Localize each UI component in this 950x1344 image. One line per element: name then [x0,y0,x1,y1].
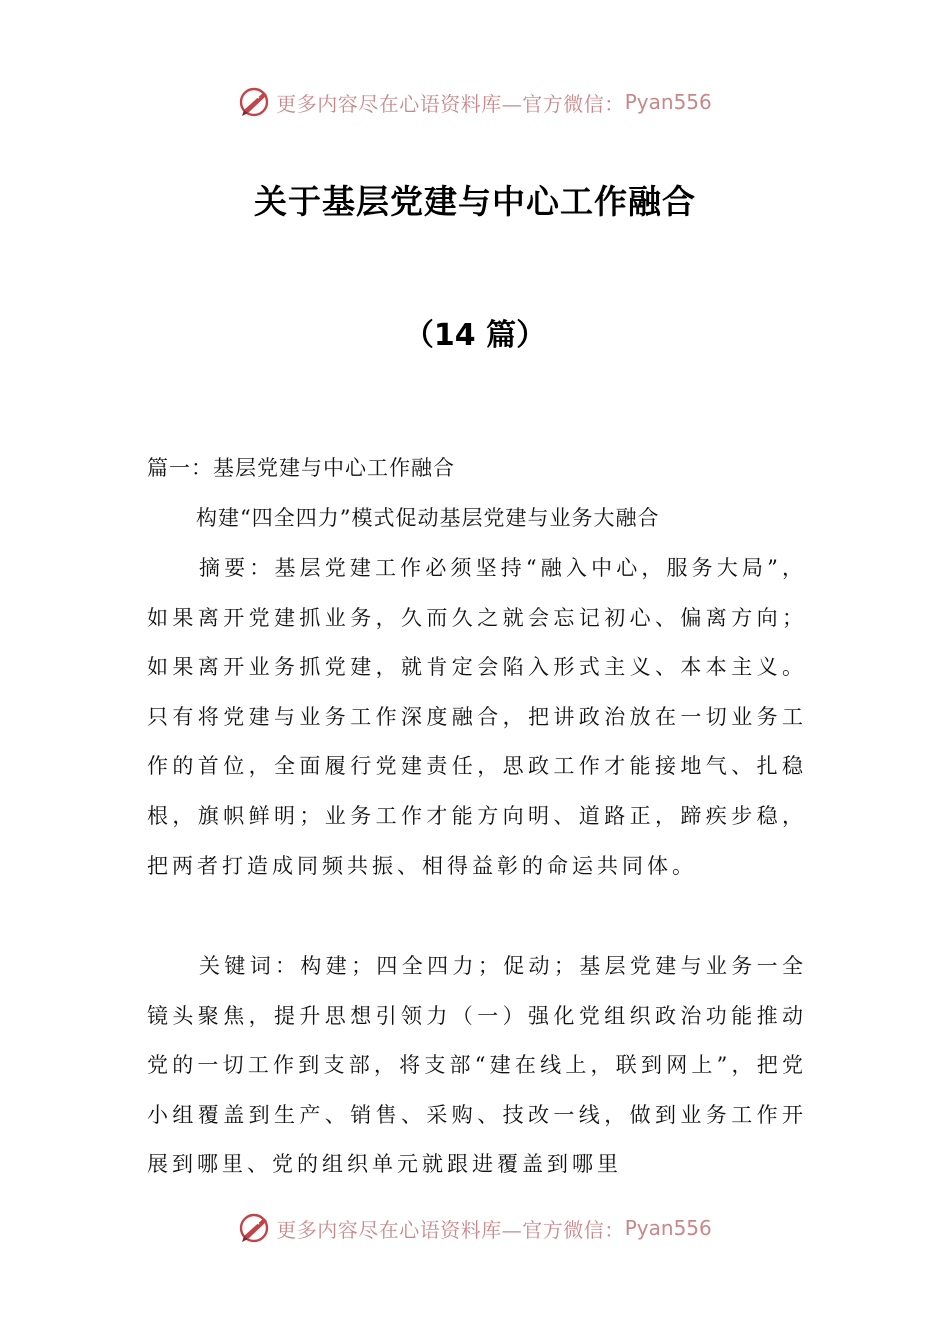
banner-text: 更多内容尽在心语资料库— [276,1217,523,1242]
keywords-paragraph: 关键词：构建；四全四力；促动；基层党建与业务一全镜头聚焦，提升思想引领力（一）强化党组织政治功能推动党的一切工作到支部，将支部“建在线上，联到网上”，把党小组覆盖到生产、销售、采购、技改一线，做到业务工作开展到哪里、党的组织单元就跟进覆盖到哪里 [147,954,807,1177]
abstract-paragraph: 摘要：基层党建工作必须坚持“融入中心，服务大局”，如果离开党建抓业务，久而久之就会忘记初心、偏离方向；如果离开业务抓党建，就肯定会陷入形式主义、本本主义。只有将党建与业务工作深度融合，把讲政治放在一切业务工作的首位，全面履行党建责任，思政工作才能接地气、扎稳根，旗帜鲜明；业务工作才能方向明、道路正，蹄疾步稳，把两者打造成同频共振、相得益彰的命运共同体。 [147,556,807,878]
document-title: 关于基层党建与中心工作融合 [254,182,696,221]
banner-text: 更多内容尽在心语资料库— [276,91,523,116]
section-heading: 篇一：基层党建与中心工作融合 [147,456,455,480]
article-title: 构建“四全四力”模式促动基层党建与业务大融合 [196,506,660,530]
banner-label: 官方微信： [522,1217,625,1242]
banner-account: Pyan556 [624,90,712,114]
banner-account: Pyan556 [624,1216,712,1240]
pen-logo-icon [238,1211,272,1245]
document-subtitle: （14 篇） [403,318,547,353]
banner-label: 官方微信： [522,91,625,116]
header-banner [0,82,950,122]
footer-banner [0,1208,950,1248]
pen-logo-icon [238,85,272,119]
